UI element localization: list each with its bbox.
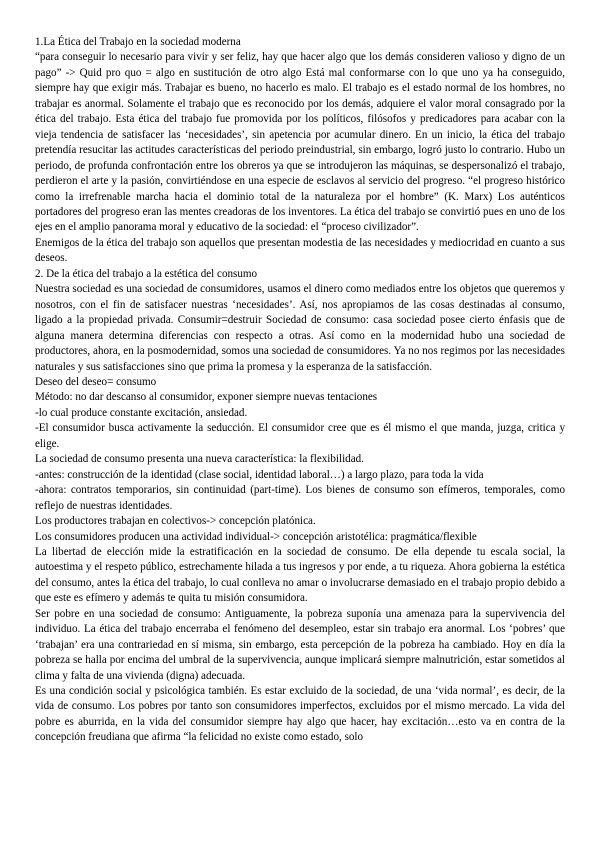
- paragraph: Nuestra sociedad es una sociedad de consumidores, usamos el dinero como mediados entre los objetos que queremos y nosotros, con el fin de satisfacer nuestras ‘necesidades’. Así, nos apropiamos de las cosas destinadas al consumo, ligado a la propiedad privada. Consumir=destruir Sociedad de consumo: casa sociedad posee cierto énfasis que de alguna manera determina diferencias con respecto a otras. Así como en la modernidad hubo una sociedad de productores, ahora, en la posmodernidad, somos una sociedad de consumidores. Ya no nos regimos por las necesidades naturales y sus satisfacciones sino que prima la promesa y la esperanza de la satisfacción.: [35, 283, 565, 373]
- text-line: -antes: construcción de la identidad (clase social, identidad laboral…) a largo plazo, para toda la vida: [35, 468, 484, 481]
- text-line: Los consumidores producen una actividad individual-> concepción aristotélica: pragmática/flexible: [35, 530, 477, 543]
- text-line: Deseo del deseo= consumo: [35, 375, 157, 388]
- text-line: Método: no dar descanso al consumidor, exponer siempre nuevas tentaciones: [35, 391, 378, 404]
- paragraph: Enemigos de la ética del trabajo son aquellos que presentan modestia de las necesidades y mediocridad en cuanto a sus deseos.: [35, 236, 565, 265]
- paragraph: Es una condición social y psicológica también. Es estar excluido de la sociedad, de una ‘vida normal’, es decir, de la vida de consumo. Los pobres por tanto son consumidores imperfectos, excluidos por el mismo mercado. La vida del pobre es aburrida, en la vida del consumidor siempre hay algo que hacer, hay excitación…esto va en contra de la concepción freudiana que afirma “la felicidad no existe como estado, solo: [35, 685, 565, 744]
- paragraph: “para conseguir lo necesario para vivir y ser feliz, hay que hacer algo que los demás consideren valioso y digno de un pago” -> Quid pro quo = algo en sustitución de otro algo Está mal conformarse con lo que uno ya ha conseguido, siempre hay que exigir más. Trabajar es bueno, no hacerlo es malo. El trabajo es el estado normal de los hombres, no trabajar es anormal. Solamente el trabajo que es reconocido por los demás, adquiere el valor moral consagrado por la ética del trabajo. Esta ética del trabajo fue promovida por los políticos, filósofos y predicadores para acabar con la vieja tendencia de satisfacer las ‘necesidades’, sin apetencia por acumular dinero. En un inicio, la ética del trabajo pretendía resucitar las actitudes características del periodo preindustrial, sin embargo, logró justo lo contrario. Hubo un periodo, de profunda confrontación entre los obreros ya que se introdujeron las máquinas, se despersonalizó el trabajo, perdieron el arte y la pasión, convirtiéndose en una especie de esclavos al servicio del progreso. “el progreso histórico como la irrefrenable marcha hacia el dominio total de la naturaleza por el hombre” (K. Marx) Los auténticos portadores del progreso eran las mentes creadoras de los inventores. La ética del trabajo se convirtió pues en uno de los ejes en el amplio panorama moral y educativo de la sociedad: el “proceso civilizador”.: [35, 51, 565, 234]
- paragraph: Ser pobre en una sociedad de consumo: Antiguamente, la pobreza suponía una amenaza para la supervivencia del individuo. La ética del trabajo encerraba el fenómeno del desempleo, estar sin trabajo era anormal. Los ‘pobres’ que ‘trabajan’ era una contrariedad en sí misma, sin embargo, esta percepción de la pobreza ha cambiado. Hoy en día la pobreza se halla por encima del umbral de la supervivencia, aunque implicará siempre malnutrición, estar sometidos al clima y falta de una vivienda (digna) adecuada.: [35, 607, 565, 682]
- paragraph: -El consumidor busca activamente la seducción. El consumidor cree que es él mismo el que manda, juzga, critica y elige.: [35, 422, 565, 450]
- section-heading-1: 1.La Ética del Trabajo en la sociedad moderna: [35, 36, 241, 48]
- paragraph: La libertad de elección mide la estratificación en la sociedad de consumo. De ella depende tu escala social, la autoestima y el respeto público, estrechamente hilada a tus ingresos y por ende, a tu riqueza. Ahora gobierna la estética del consumo, antes la ética del trabajo, lo cual conlleva no amar o involucrarse demasiado en el trabajo propio debido a que este es efímero y además te quita tu misión consumidora.: [35, 545, 565, 605]
- paragraph: -ahora: contratos temporarios, sin continuidad (part-time). Los bienes de consumo son efímeros, temporales, como reflejo de nuestras identidades.: [35, 484, 565, 512]
- section-heading-2: 2. De la ética del trabajo a la estética del consumo: [35, 267, 258, 280]
- text-line: La sociedad de consumo presenta una nueva característica: la flexibilidad.: [35, 453, 364, 466]
- text-line: -lo cual produce constante excitación, ansiedad.: [35, 406, 248, 419]
- text-line: Los productores trabajan en colectivos-> concepción platónica.: [35, 515, 316, 528]
